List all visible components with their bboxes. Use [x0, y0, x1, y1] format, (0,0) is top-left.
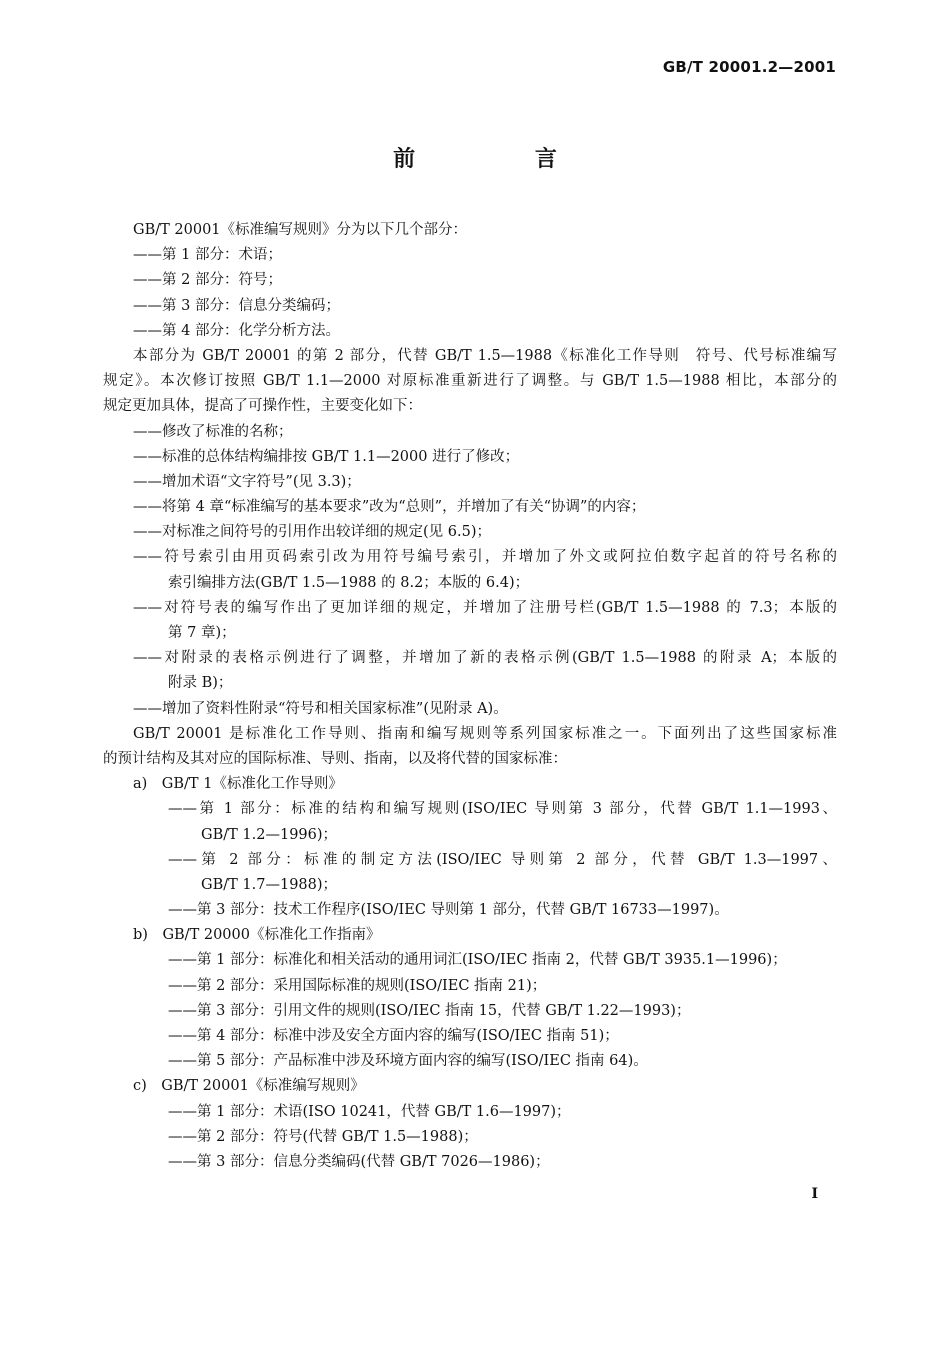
text-line: ——第 2 部分：标准的制定方法(ISO/IEC 导则第 2 部分，代替 GB/T 1.3—1997、: [168, 851, 837, 868]
text-line: ——标准的总体结构编排按 GB/T 1.1—2000 进行了修改；: [133, 448, 520, 465]
text-line: ——第 3 部分：引用文件的规则(ISO/IEC 指南 15，代替 GB/T 1.22—1993)；: [168, 1002, 691, 1019]
text-line: ——第 3 部分：信息分类编码(代替 GB/T 7026—1986)；: [168, 1153, 550, 1170]
foreword-body: [103, 218, 837, 1175]
text-line: ——对附录的表格示例进行了调整，并增加了新的表格示例(GB/T 1.5—1988 的附录 A；本版的: [133, 650, 837, 667]
text-line: ——第 2 部分：符号；: [133, 272, 282, 289]
text-line: ——第 1 部分：术语；: [133, 247, 282, 264]
text-line: 的预计结构及其对应的国际标准、导则、指南，以及将代替的国家标准：: [103, 750, 567, 767]
text-line: ——第 4 部分：化学分析方法。: [133, 322, 340, 339]
text-line: ——第 1 部分：术语(ISO 10241，代替 GB/T 1.6—1997)；: [168, 1103, 571, 1120]
text-line: GB/T 20001 是标准化工作导则、指南和编写规则等系列国家标准之一。下面列出了这些国家标准: [133, 725, 837, 742]
text-line: b) GB/T 20000《标准化工作指南》: [133, 927, 381, 944]
text-line: 规定更加具体，提高了可操作性，主要变化如下：: [103, 398, 422, 415]
text-line: ——修改了标准的名称；: [133, 423, 293, 440]
text-line: GB/T 1.2—1996)；: [201, 826, 338, 843]
text-line: ——增加了资料性附录“符号和相关国家标准”(见附录 A)。: [133, 700, 508, 717]
text-line: ——第 2 部分：采用国际标准的规则(ISO/IEC 指南 21)；: [168, 977, 547, 994]
text-line: ——第 5 部分：产品标准中涉及环境方面内容的编写(ISO/IEC 指南 64)。: [168, 1053, 648, 1070]
text-line: ——第 3 部分：技术工作程序(ISO/IEC 导则第 1 部分，代替 GB/T 16733—1997)。: [168, 902, 729, 919]
document-code: GB/T 20001.2—2001: [662, 58, 836, 76]
text-line: a) GB/T 1《标准化工作导则》: [133, 776, 343, 793]
text-line: ——将第 4 章“标准编写的基本要求”改为“总则”，并增加了有关“协调”的内容；: [133, 499, 646, 516]
text-line: ——第 4 部分：标准中涉及安全方面内容的编写(ISO/IEC 指南 51)；: [168, 1028, 619, 1044]
text-line: ——对标准之间符号的引用作出较详细的规定(见 6.5)；: [133, 524, 491, 541]
text-line: ——第 1 部分：标准的结构和编写规则(ISO/IEC 导则第 3 部分，代替 GB/T 1.1—1993、: [168, 801, 837, 818]
text-line: ——第 3 部分：信息分类编码；: [133, 297, 340, 314]
text-line: GB/T 20001《标准编写规则》分为以下几个部分：: [133, 222, 468, 238]
text-line: ——第 1 部分：标准化和相关活动的通用词汇(ISO/IEC 指南 2，代替 GB/T 3935.1—1996)；: [168, 952, 787, 969]
text-line: ——符号索引由用页码索引改为用符号编号索引，并增加了外文或阿拉伯数字起首的符号名称的: [133, 549, 837, 566]
text-line: 索引编排方法(GB/T 1.5—1988 的 8.2；本版的 6.4)；: [168, 574, 530, 591]
text-line: 本部分为 GB/T 20001 的第 2 部分，代替 GB/T 1.5—1988《标准化工作导则 符号、代号标准编写: [133, 347, 837, 364]
text-line: c) GB/T 20001《标准编写规则》: [133, 1078, 365, 1095]
text-line: ——增加术语“文字符号”(见 3.3)；: [133, 473, 361, 490]
text-line: 第 7 章)；: [168, 625, 236, 641]
page-number: I: [811, 1186, 818, 1202]
page-title: 前 言: [393, 146, 613, 172]
text-line: ——对符号表的编写作出了更加详细的规定，并增加了注册号栏(GB/T 1.5—1988 的 7.3；本版的: [133, 599, 837, 616]
text-line: GB/T 1.7—1988)；: [201, 876, 338, 893]
text-line: 附录 B)；: [168, 675, 233, 692]
text-line: ——第 2 部分：符号(代替 GB/T 1.5—1988)；: [168, 1128, 478, 1145]
text-line: 规定》。本次修订按照 GB/T 1.1—2000 对原标准重新进行了调整。与 GB/T 1.5—1988 相比，本部分的: [103, 373, 837, 390]
